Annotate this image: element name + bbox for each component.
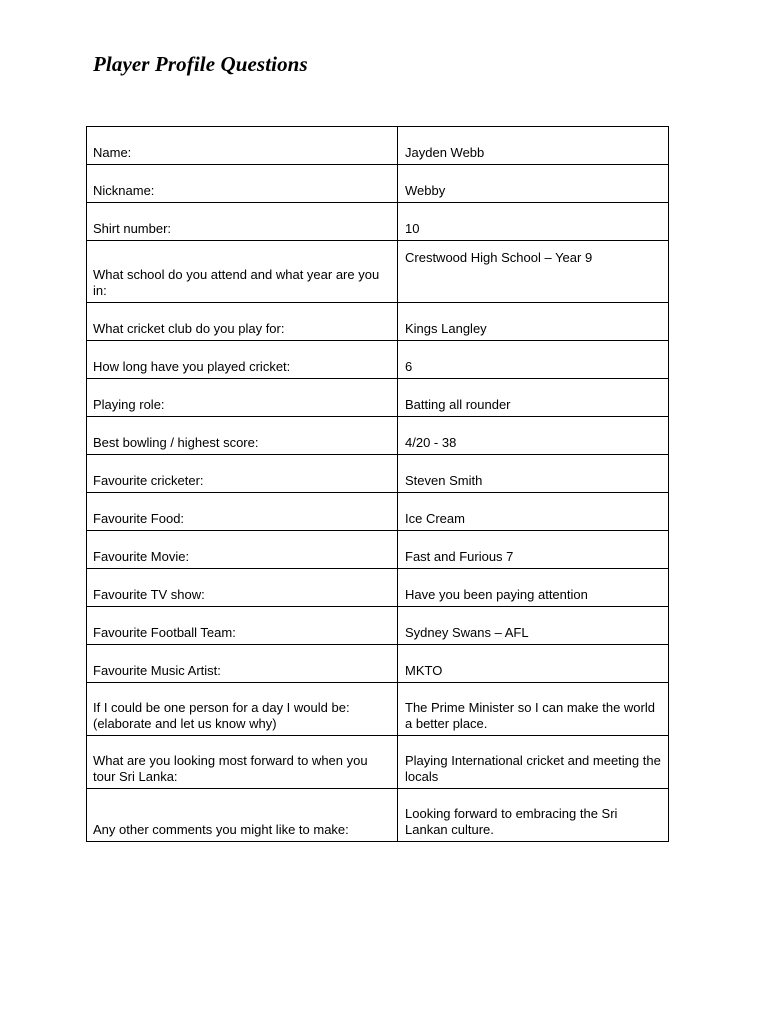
table-row [87, 493, 669, 531]
answer-cell: Batting all rounder [398, 379, 669, 417]
question-cell: If I could be one person for a day I would be: (elaborate and let us know why) [87, 683, 398, 736]
answer-cell: Steven Smith [398, 455, 669, 493]
page-title: Player Profile Questions [93, 52, 308, 76]
table-row [87, 127, 669, 165]
table-row [87, 645, 669, 683]
answer-cell: MKTO [398, 645, 669, 683]
question-cell: Favourite Food: [87, 493, 398, 531]
table-row [87, 683, 669, 736]
question-cell: Favourite Movie: [87, 531, 398, 569]
question-cell: How long have you played cricket: [87, 341, 398, 379]
table-row [87, 417, 669, 455]
table-row [87, 341, 669, 379]
question-cell: Favourite TV show: [87, 569, 398, 607]
question-cell: Any other comments you might like to make: [87, 789, 398, 842]
question-cell: Shirt number: [87, 203, 398, 241]
table-row [87, 165, 669, 203]
question-cell: Favourite Music Artist: [87, 645, 398, 683]
table-row [87, 789, 669, 842]
answer-cell: 4/20 - 38 [398, 417, 669, 455]
question-cell: Name: [87, 127, 398, 165]
table-row [87, 379, 669, 417]
question-cell: Favourite Football Team: [87, 607, 398, 645]
question-cell: What school do you attend and what year are you in: [87, 241, 398, 303]
question-cell: Best bowling / highest score: [87, 417, 398, 455]
answer-cell: Webby [398, 165, 669, 203]
player-profile-table [86, 126, 669, 842]
question-cell: Favourite cricketer: [87, 455, 398, 493]
question-cell: Nickname: [87, 165, 398, 203]
answer-cell: Sydney Swans – AFL [398, 607, 669, 645]
table-row [87, 531, 669, 569]
answer-cell: Kings Langley [398, 303, 669, 341]
table-row [87, 569, 669, 607]
answer-cell: Have you been paying attention [398, 569, 669, 607]
answer-cell: Jayden Webb [398, 127, 669, 165]
answer-cell: Crestwood High School – Year 9 [398, 241, 669, 303]
answer-cell: Fast and Furious 7 [398, 531, 669, 569]
question-cell: Playing role: [87, 379, 398, 417]
answer-cell: The Prime Minister so I can make the world a better place. [398, 683, 669, 736]
answer-cell: Playing International cricket and meeting the locals [398, 736, 669, 789]
table-row [87, 455, 669, 493]
question-cell: What cricket club do you play for: [87, 303, 398, 341]
answer-cell: Ice Cream [398, 493, 669, 531]
table-row [87, 203, 669, 241]
answer-cell: 10 [398, 203, 669, 241]
question-cell: What are you looking most forward to when you tour Sri Lanka: [87, 736, 398, 789]
table-row [87, 607, 669, 645]
table-row [87, 736, 669, 789]
table-row [87, 303, 669, 341]
answer-cell: 6 [398, 341, 669, 379]
answer-cell: Looking forward to embracing the Sri Lankan culture. [398, 789, 669, 842]
table-row [87, 241, 669, 303]
